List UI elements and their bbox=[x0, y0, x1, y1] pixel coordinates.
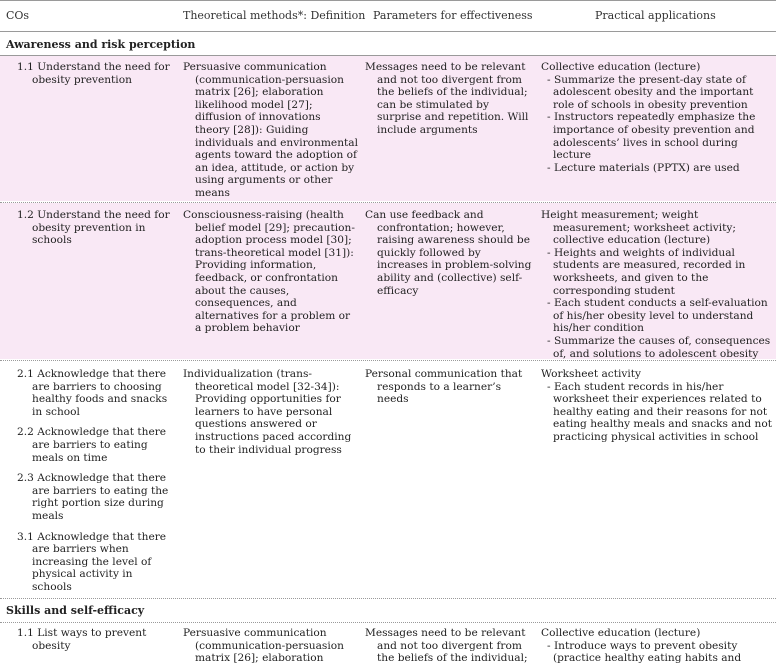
parameter-cell bbox=[365, 209, 535, 297]
co-text: 2.1 Acknowledge that there are barriers to choosing healthy foods and snacks in school bbox=[17, 368, 168, 418]
row-rule bbox=[0, 360, 776, 361]
parameter-text: Messages need to be relevant and not too divergent from the beliefs of the individual; can be stimulated by surprise and repetition. Will include arguments bbox=[365, 61, 529, 136]
method-cell bbox=[183, 61, 358, 200]
application-bullet: - Summarize the causes of, consequences of, and solutions to adolescent obesity bbox=[547, 334, 771, 360]
method-text: Persuasive communication (communication-persuasion matrix [26]; elaboration likelihood model [27]; diffusion of innovations theory [28]): Guiding individuals and environmental agents toward the adoption of an idea, attitude, or action by using arguments or other means bbox=[183, 61, 358, 199]
application-intro: Height measurement; weight measurement; worksheet activity; collective education (lecture) bbox=[541, 209, 736, 247]
table-row bbox=[17, 61, 175, 86]
application-intro: Worksheet activity bbox=[541, 368, 641, 380]
application-cell bbox=[541, 61, 773, 174]
table-top-rule bbox=[0, 0, 776, 1]
application-cell bbox=[541, 627, 773, 665]
application-bullet: - Introduce ways to prevent obesity (practice healthy eating habits and bbox=[547, 639, 742, 665]
method-text: Consciousness-raising (health belief model [29]; precaution-adoption process model [30]; trans-theoretical model [31]): Providing information, feedback, or confrontation about the causes, consequences, and alternatives for a problem or a problem behavior bbox=[183, 209, 355, 335]
table-row bbox=[17, 368, 175, 594]
co-text: 1.2 Understand the need for obesity prevention in schools bbox=[17, 209, 170, 247]
header-parameters: Parameters for effectiveness bbox=[373, 9, 533, 22]
application-cell bbox=[541, 368, 773, 444]
table-row bbox=[17, 209, 175, 247]
co-text: 1.1 Understand the need for obesity prevention bbox=[17, 61, 170, 86]
section-skills: Skills and self-efficacy bbox=[6, 604, 145, 617]
co-text: 2.3 Acknowledge that there are barriers to eating the right portion size during meals bbox=[17, 472, 169, 522]
row-rule bbox=[0, 55, 776, 56]
co-text: 1.1 List ways to prevent obesity bbox=[17, 627, 147, 652]
header-practical-applications: Practical applications bbox=[595, 9, 716, 22]
co-text: 2.2 Acknowledge that there are barriers to eating meals on time bbox=[17, 426, 167, 464]
section-awareness: Awareness and risk perception bbox=[6, 38, 196, 51]
method-text: Individualization (trans-theoretical model [32-34]): Providing opportunities for learners to have personal questions answered or instructions paced according to their individual progress bbox=[183, 368, 352, 456]
parameter-cell bbox=[365, 61, 535, 137]
table-row bbox=[17, 627, 175, 652]
row-rule bbox=[0, 622, 776, 623]
application-bullet: - Each student conducts a self-evaluation of his/her obesity level to understand his/her condition bbox=[547, 297, 768, 335]
header-cos: COs bbox=[6, 9, 30, 22]
parameter-cell bbox=[365, 627, 535, 665]
application-intro: Collective education (lecture) bbox=[541, 61, 701, 73]
parameter-cell bbox=[365, 368, 535, 406]
method-cell bbox=[183, 627, 358, 665]
parameter-text: Personal communication that responds to a learner’s needs bbox=[365, 368, 523, 406]
application-intro: Collective education (lecture) bbox=[541, 627, 701, 639]
application-bullet: - Each student records in his/her worksheet their experiences related to healthy eating and their reasons for not eating healthy meals and snacks and not practicing physical activities in school bbox=[547, 380, 773, 443]
header-theoretical-methods: Theoretical methods*: Definition bbox=[183, 9, 366, 22]
method-text: Persuasive communication (communication-persuasion matrix [26]; elaboration bbox=[183, 627, 344, 665]
parameter-text: Can use feedback and confrontation; however, raising awareness should be quickly followed by increases in problem-solving ability and (collective) self-efficacy bbox=[365, 209, 532, 297]
application-bullet: - Lecture materials (PPTX) are used bbox=[547, 161, 740, 174]
header-bottom-rule bbox=[0, 31, 776, 32]
application-bullet: - Heights and weights of individual students are measured, recorded in worksheets, and given to the corresponding student bbox=[547, 246, 746, 297]
method-cell bbox=[183, 209, 358, 335]
application-bullet: - Instructors repeatedly emphasize the importance of obesity prevention and adolescents’ lives in school during lecture bbox=[547, 111, 756, 162]
section-rule bbox=[0, 598, 776, 599]
method-cell bbox=[183, 368, 358, 456]
parameter-text: Messages need to be relevant and not too divergent from the beliefs of the individual; bbox=[365, 627, 528, 665]
application-cell bbox=[541, 209, 773, 360]
co-text: 3.1 Acknowledge that there are barriers when increasing the level of physical activity in schools bbox=[17, 530, 167, 593]
application-bullet: - Summarize the present-day state of adolescent obesity and the important role of schools in obesity prevention bbox=[547, 73, 754, 111]
